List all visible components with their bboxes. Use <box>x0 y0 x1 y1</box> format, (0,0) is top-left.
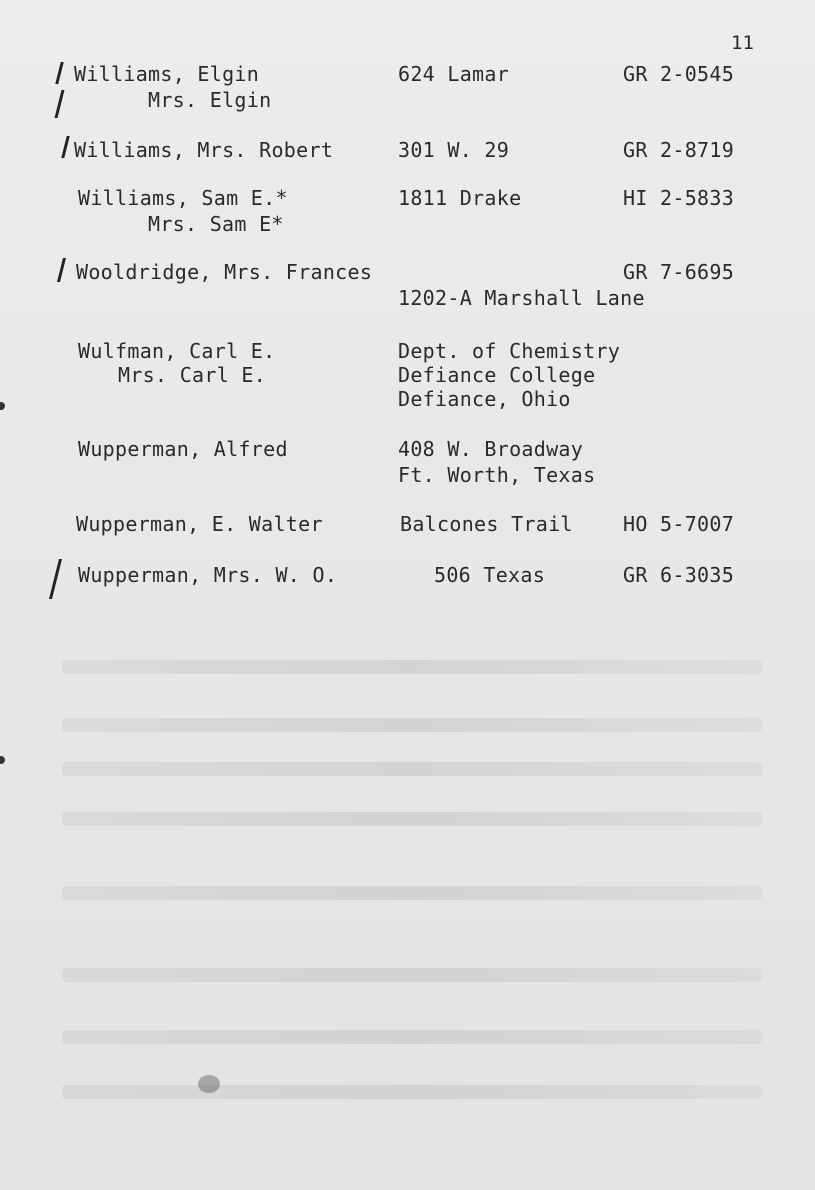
entry-name: Williams, Mrs. Robert <box>74 138 334 162</box>
entry-name: Williams, Elgin <box>74 62 260 86</box>
entry-spouse: Mrs. Elgin <box>148 88 272 112</box>
entry-name: Wupperman, Alfred <box>78 437 288 461</box>
entry-phone: HO 5-7007 <box>623 512 735 536</box>
entry-address: 1811 Drake <box>398 186 522 210</box>
bleed-through-line <box>62 968 762 982</box>
entry-name: Williams, Sam E.* <box>78 186 288 210</box>
entry-phone: HI 2-5833 <box>623 186 735 210</box>
entry-address: Balcones Trail <box>400 512 573 536</box>
entry-address: 408 W. Broadway <box>398 437 584 461</box>
check-mark-icon <box>55 90 65 118</box>
entry-spouse: Mrs. Carl E. <box>118 363 267 387</box>
entry-name: Wulfman, Carl E. <box>78 339 276 363</box>
entry-address: Dept. of Chemistry <box>398 339 621 363</box>
entry-spouse: Mrs. Sam E* <box>148 212 284 236</box>
binding-hole-mark <box>0 756 5 764</box>
entry-name: Wupperman, E. Walter <box>76 512 323 536</box>
entry-phone: GR 2-8719 <box>623 138 735 162</box>
entry-address: 624 Lamar <box>398 62 510 86</box>
entry-phone: GR 2-0545 <box>623 62 735 86</box>
check-mark-icon <box>49 559 62 599</box>
binding-hole-mark <box>0 402 5 410</box>
bleed-through-line <box>62 812 762 826</box>
bleed-through-line <box>62 1030 762 1044</box>
entry-address: 301 W. 29 <box>398 138 510 162</box>
check-mark-icon <box>55 62 63 84</box>
entry-address: 506 Texas <box>434 563 546 587</box>
entry-address-line2: Defiance College <box>398 363 596 387</box>
bleed-through-line <box>62 1085 762 1099</box>
entry-name: Wooldridge, Mrs. Frances <box>76 260 373 284</box>
entry-address: 1202-A Marshall Lane <box>398 286 645 310</box>
entry-address-line3: Defiance, Ohio <box>398 387 571 411</box>
bleed-through-line <box>62 762 762 776</box>
check-mark-icon <box>61 136 69 158</box>
bleed-through-line <box>62 660 762 674</box>
page-number: 11 <box>731 32 754 54</box>
bleed-through-line <box>62 718 762 732</box>
entry-phone: GR 6-3035 <box>623 563 735 587</box>
bleed-through-line <box>62 886 762 900</box>
entry-name: Wupperman, Mrs. W. O. <box>78 563 338 587</box>
ink-smudge <box>198 1075 220 1093</box>
check-mark-icon <box>57 258 66 282</box>
entry-phone: GR 7-6695 <box>623 260 735 284</box>
entry-address-line2: Ft. Worth, Texas <box>398 463 596 487</box>
